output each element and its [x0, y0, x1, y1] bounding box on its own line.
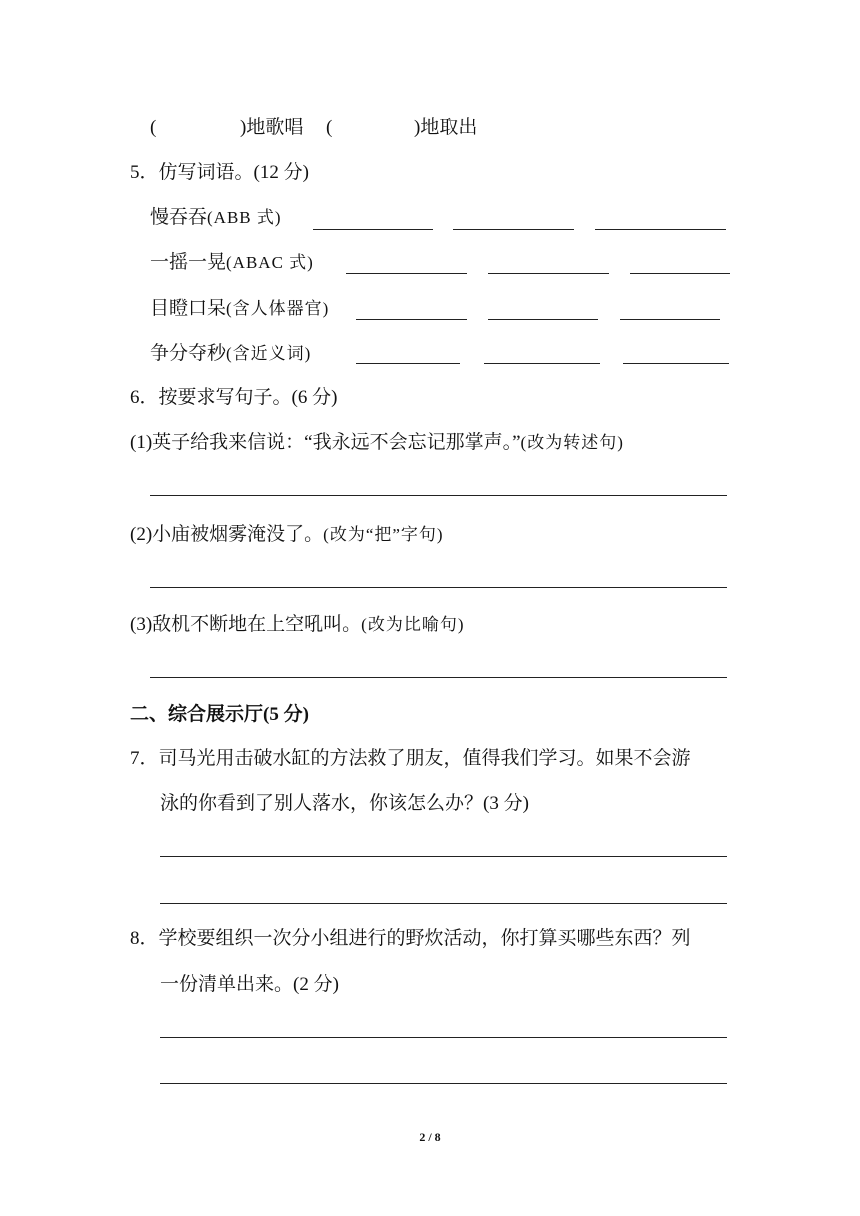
q5-item-2 [150, 250, 314, 276]
answer-line[interactable] [160, 1083, 727, 1084]
answer-blank[interactable] [356, 363, 460, 364]
phrase-singing: )地歌唱 [240, 117, 304, 138]
paren-open-2: ( [326, 117, 333, 138]
answer-blank[interactable] [346, 273, 467, 274]
q8-line-1: 8．学校要组织一次分小组进行的野炊活动，你打算买哪些东西？列 [130, 928, 691, 949]
q5-item-4 [150, 341, 311, 367]
answer-blank[interactable] [453, 229, 574, 230]
answer-line[interactable] [160, 903, 727, 904]
answer-blank[interactable] [623, 363, 729, 364]
answer-blank[interactable] [488, 273, 609, 274]
answer-blank[interactable] [630, 273, 730, 274]
q5-item-1 [150, 205, 282, 231]
q8-line-2: 一份清单出来。(2 分) [160, 974, 339, 995]
q7-line-2: 泳的你看到了别人落水，你该怎么办？(3 分) [160, 793, 529, 814]
q7-line-1: 7．司马光用击破水缸的方法救了朋友，值得我们学习。如果不会游 [130, 748, 691, 769]
q5-title: 5．仿写词语。(12 分) [130, 162, 309, 183]
q6-item-text: (2)小庙被烟雾淹没了。 [130, 524, 324, 545]
q6-item-text: (1)英子给我来信说：“我永远不会忘记那掌声。” [130, 432, 521, 453]
q5-item-hint: (ABB 式) [207, 208, 282, 227]
answer-line[interactable] [150, 677, 727, 678]
q5-item-word: 目瞪口呆 [150, 298, 227, 319]
q5-item-hint: (含人体器官) [226, 299, 330, 318]
answer-line[interactable] [150, 587, 727, 588]
answer-line[interactable] [160, 856, 727, 857]
answer-blank[interactable] [620, 319, 720, 320]
answer-blank[interactable] [313, 229, 433, 230]
q5-item-hint: (含近义词) [226, 344, 312, 363]
answer-line[interactable] [160, 1037, 727, 1038]
q5-item-3 [150, 296, 329, 322]
section-2-heading: 二、综合展示厅(5 分) [130, 704, 309, 725]
q5-item-word: 一摇一晃 [150, 252, 227, 273]
q5-item-word: 慢吞吞 [150, 207, 208, 228]
page-number: 2 / 8 [419, 1130, 441, 1144]
q6-item-hint: (改为转述句) [520, 433, 624, 452]
answer-blank[interactable] [595, 229, 726, 230]
answer-blank[interactable] [484, 363, 600, 364]
q6-item-hint: (改为比喻句) [361, 615, 465, 634]
q6-item-hint: (改为“把”字句) [323, 525, 444, 544]
answer-blank[interactable] [356, 319, 467, 320]
paren-open-1: ( [150, 117, 157, 138]
q6-item-text: (3)敌机不断地在上空吼叫。 [130, 614, 362, 635]
q6-title: 6．按要求写句子。(6 分) [130, 387, 338, 408]
q6-item-1 [130, 430, 624, 456]
q6-item-3 [130, 612, 464, 638]
phrase-taking-out: )地取出 [414, 117, 478, 138]
answer-line[interactable] [150, 495, 727, 496]
q6-item-2 [130, 522, 444, 548]
q5-item-word: 争分夺秒 [150, 343, 227, 364]
q5-item-hint: (ABAC 式) [226, 253, 314, 272]
answer-blank[interactable] [488, 319, 598, 320]
